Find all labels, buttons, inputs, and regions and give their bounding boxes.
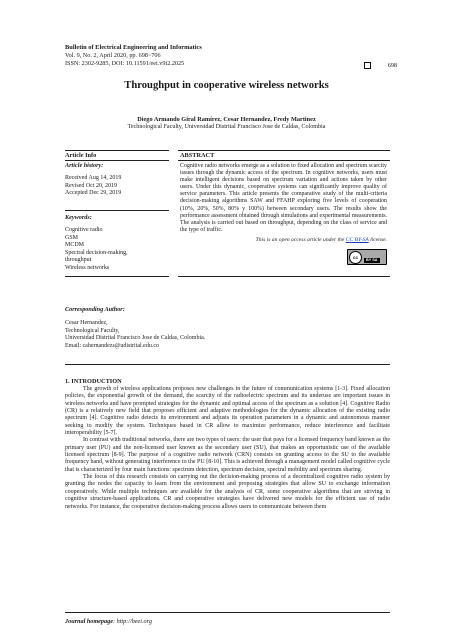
keywords-list [65, 227, 169, 273]
article-history [65, 162, 169, 198]
page-number: 698 [387, 62, 397, 69]
keyword-item: throughput [65, 257, 92, 264]
article-info-heading-rule [65, 160, 169, 161]
journal-header [65, 44, 202, 68]
cc-by-sa-tags: BY SA [366, 258, 378, 262]
page-number-group [364, 62, 397, 69]
keyword-item: GSM [65, 234, 79, 241]
open-access-note [180, 237, 387, 243]
abstract-text: Cognitive radio networks emerge as a solution to fixed allocation and spectrum scarcity issues through the dynamic access of the spectrum. In cognitive networks, users must make intelligent decisions based on spectrum variation and actions taken by other users. Under this dynamic, cooperative systems can significantly improve quality of service parameters. This article presents the comparative study of the multi-criteria decision-making algorithms SAW and FFAHP exploring five levels of cooperation (10%, 20%, 50%, 80% y 100%) between secondary users. The results show the performance assessment obtained through simulations and experimental measurements. The analysis is carried out based on throughput, depending on the class of service and the type of traffic. [180, 163, 387, 233]
history-revised: Revised Oct 20, 2019 [65, 182, 117, 189]
history-accepted: Accepted Dec 29, 2019 [65, 190, 122, 197]
article-info-bottom-rule [65, 276, 169, 277]
cc-license-logo[interactable] [347, 249, 387, 265]
corresponding-email: Email: cahernandezs@udistrital.edu.co [65, 342, 159, 349]
keywords-rule [65, 210, 169, 211]
footer-url[interactable]: : http://beei.org [112, 618, 152, 625]
history-list [65, 175, 169, 198]
section-heading-introduction: 1. INTRODUCTION [65, 378, 122, 385]
corresponding-details [65, 320, 365, 350]
paper-authors: Diego Armando Giral Ramírez, Cesar Hernandez, Fredy Martinez [137, 116, 316, 123]
keyword-item: Cognitive radio [65, 227, 103, 233]
keywords-block [65, 214, 169, 273]
square-icon [364, 62, 371, 69]
corresponding-university: Universidad Distrital Francisco Jose de Caldas, Colombia. [65, 335, 206, 342]
paragraph: The focus of this research consists on carrying out the decision-making process of a decentralized cognitive radio system by granting the nodes the capacity to learn from the environment and proposing strategies that allow SU to exchange information cooperatively. While multiple techniques are available for the analysis of CR, some cooperative algorithms that are striving in cognitive structure-based applications. CR and cooperative strategies have delivered new models for the efficient use of radio networks. For instance, the cooperative decision-making process allows users to communicate between them [65, 474, 390, 510]
paragraph: In contrast with traditional networks, there are two types of users: the user that pays for a licensed frequency band known as the primary user (PU) and the non-licensed user known as the secondary user (SU), that makes an opportunistic use of the available licensed spectrum [8-9]. The purpose of a cognitive radio network (CRN) consists on granting access to the SU to the available frequency band, without generating interference to the PU [8-10]. This is achieved through a management model called cognitive cycle that is characterized by four main functions: spectrum detection, spectrum decision, spectral mobility and spectrum sharing. [65, 437, 390, 473]
abstract-bottom-rule [178, 276, 390, 277]
introduction-body [65, 386, 390, 511]
keyword-item: Wireless networks [65, 264, 110, 271]
article-info-top-rule [65, 150, 169, 151]
cc-circle-icon: cc [349, 251, 362, 264]
footer-rule [65, 612, 390, 613]
paragraph: The growth of wireless applications proposes new challenges in the future of communication systems [1-3]. Fixed allocation policies, the exponential growth of the demand, the scarcity of the radioelectric spectrum and its underuse are important issues in wireless networks and have prompted strategies for the dynamic and optimal access of the spectrum as a solution [4]. Cognitive Radio (CR) is a relatively new field that proposes efficient and adaptive methodologies for the dynamic allocation of the existing radio spectrum [4]. Cognitive radio detects its environment and adjusts its operation parameters in a dynamic and autonomous manner seeking to modify the system. Techniques based in CR allow to maximize performance, reduce interference and facilitate interoperability [5-7]. [65, 386, 390, 437]
corresponding-bottom-rule [65, 364, 390, 365]
journal-issn: ISSN: 2302-9285, DOI: 10.11591/eei.v9i2.2025 [65, 60, 185, 67]
abstract-top-rule [178, 150, 390, 151]
journal-homepage-footer [65, 618, 152, 625]
corresponding-heading: Corresponding Author: [65, 306, 125, 313]
footer-label: Journal homepage [65, 618, 113, 625]
corresponding-name: Cesar Hernandez, [65, 320, 108, 326]
keyword-item: Spectral decision-making, [65, 249, 128, 256]
license-link[interactable]: CC BY-SA [345, 237, 369, 243]
history-received: Received Aug 14, 2019 [65, 175, 122, 181]
keywords-heading: Keywords: [65, 214, 92, 221]
paper-title: Throughput in cooperative wireless networks [124, 80, 329, 91]
journal-name: Bulletin of Electrical Engineering and Informatics [65, 44, 202, 51]
open-access-suffix: license. [368, 237, 387, 243]
open-access-prefix: This is an open access article under the [255, 237, 346, 243]
keyword-item: MCDM [65, 242, 85, 249]
paper-affiliation: Technological Faculty, Universidad Distrital Francisco Jose de Caldas, Colombia [127, 124, 326, 130]
abstract-heading-rule [178, 160, 390, 161]
corresponding-faculty: Technological Faculty, [65, 327, 120, 334]
journal-volume: Vol. 9, No. 2, April 2020, pp. 698~706 [65, 52, 161, 59]
history-heading: Article history: [65, 162, 104, 169]
article-info-heading: Article Info [65, 152, 97, 159]
abstract-heading: ABSTRACT [180, 152, 215, 159]
